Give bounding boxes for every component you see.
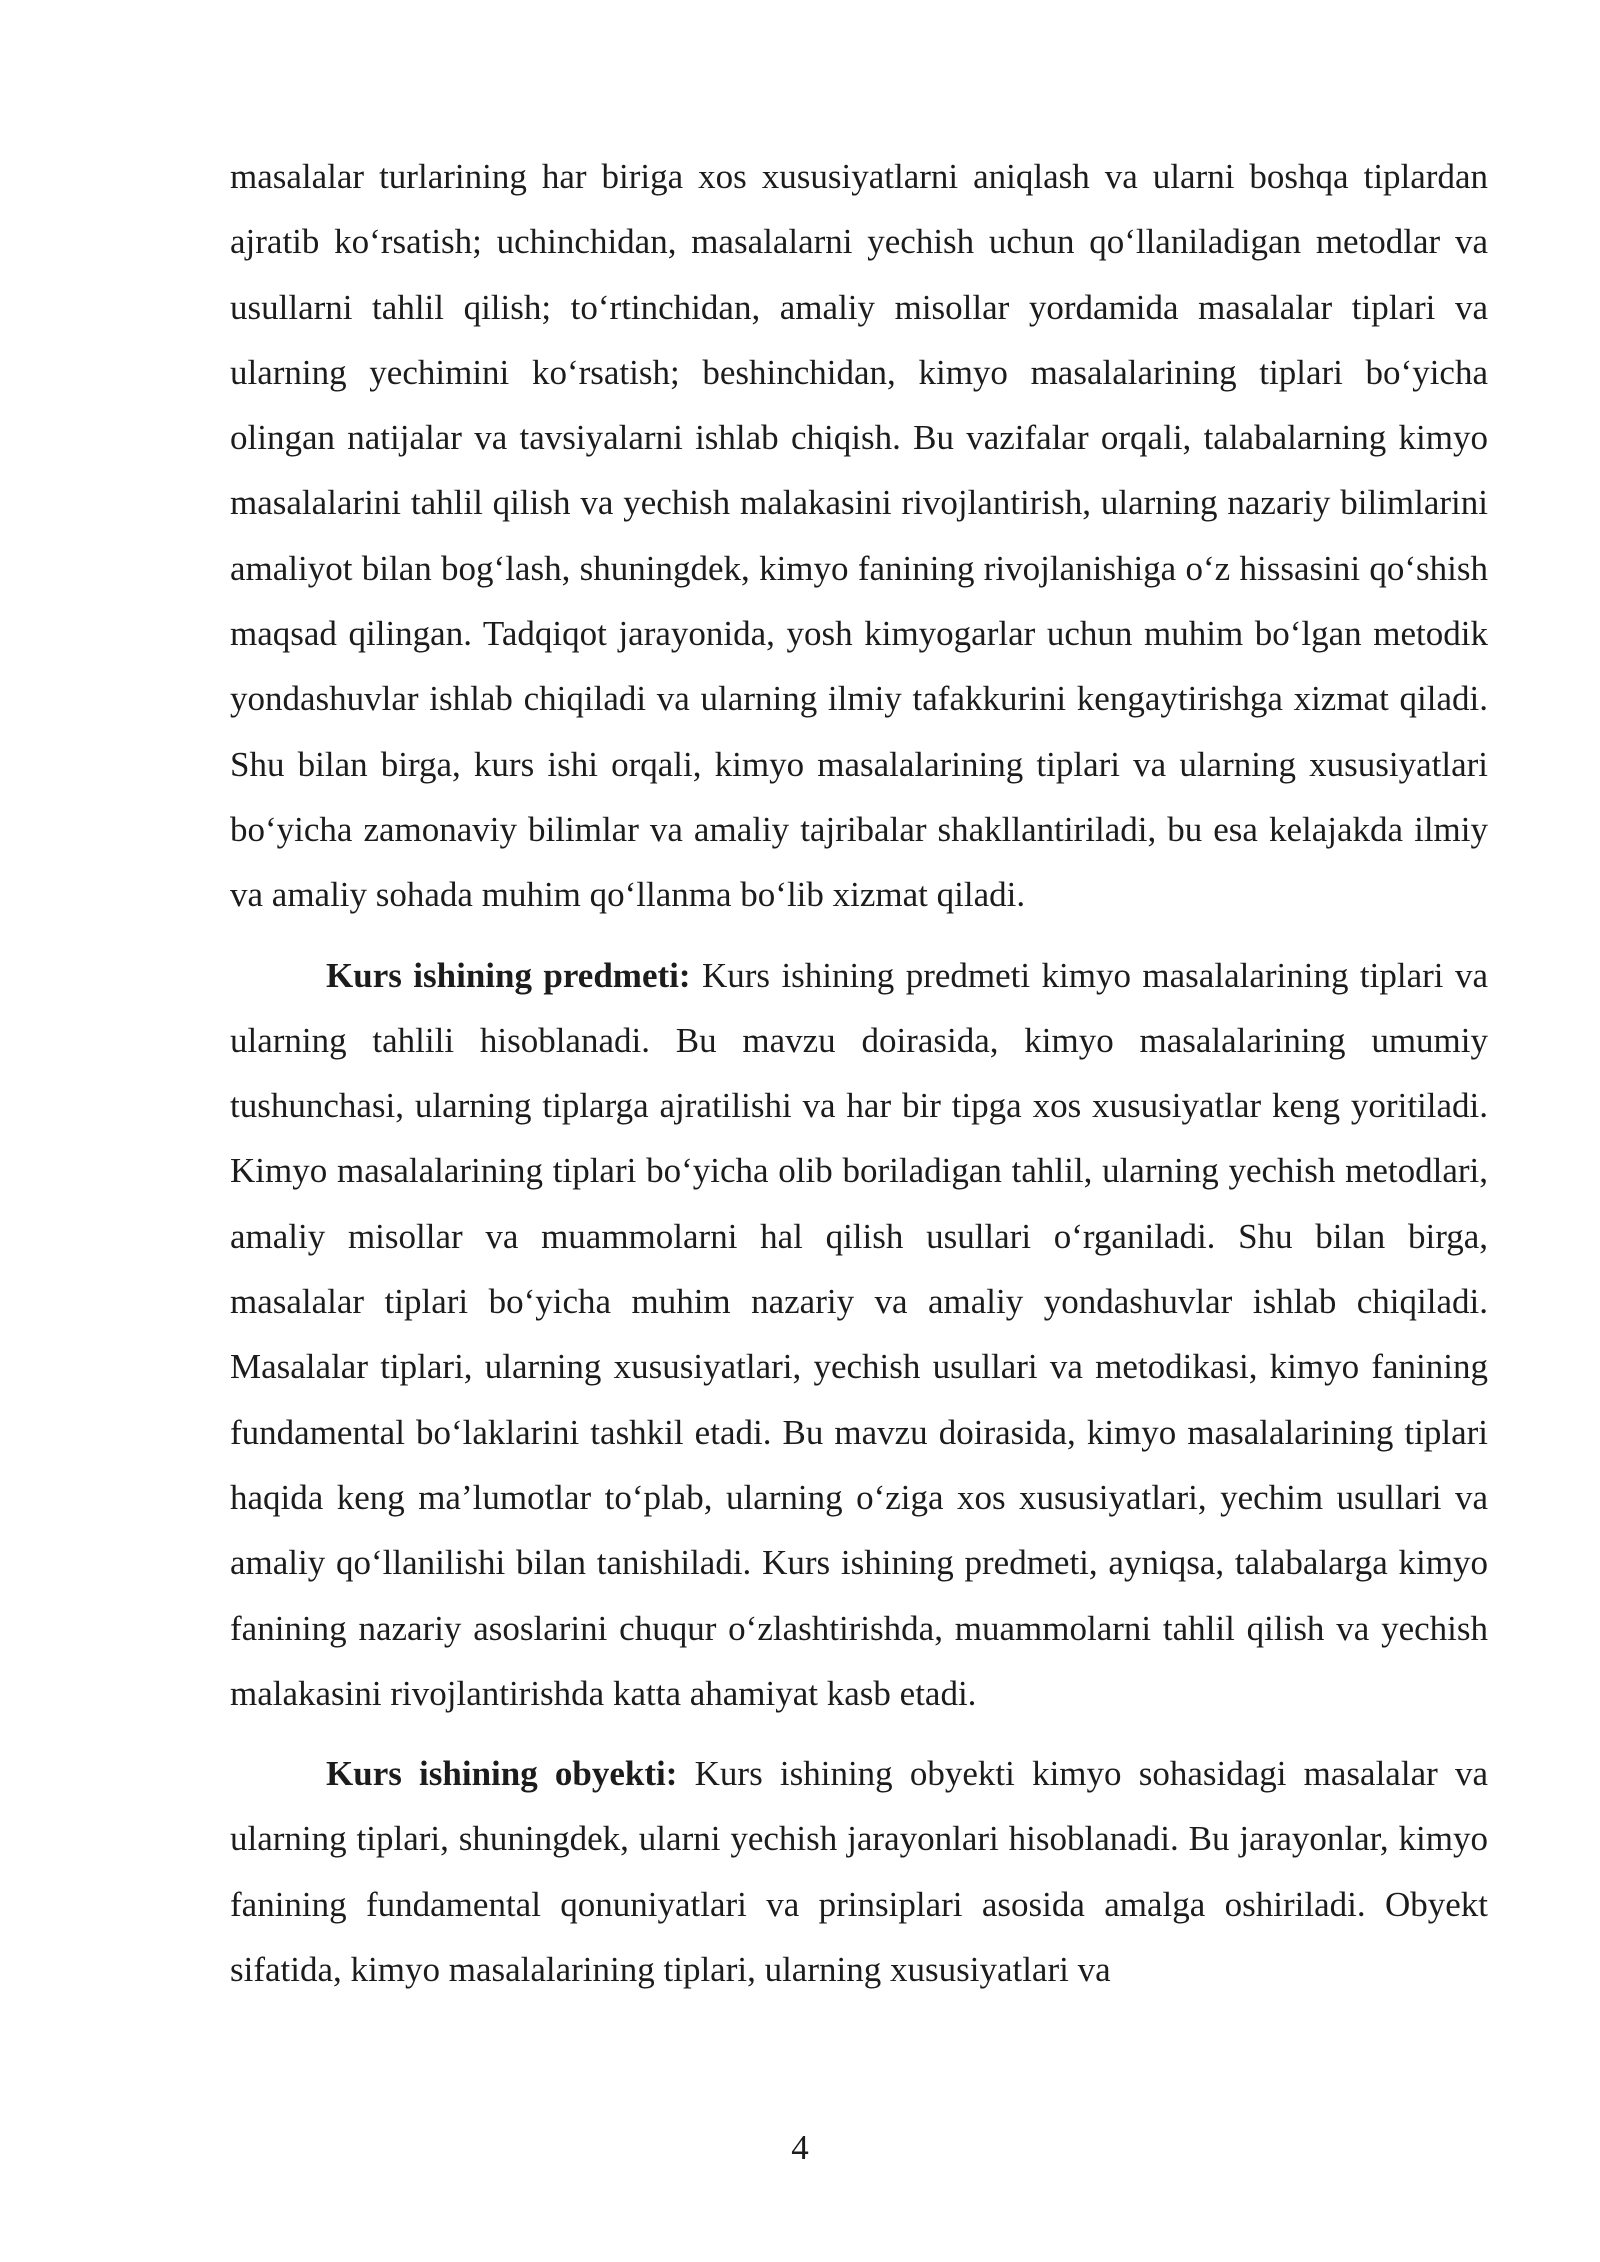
paragraph-continuation bbox=[230, 144, 1488, 928]
paragraph-text: Kurs ishining predmeti kimyo masalalarining tiplari va ularning tahlili hisoblanadi. Bu mavzu doirasida, kimyo masalalarining umumiy tushunchasi, ularning tiplarga ajratilishi va har bir tipga xos xususiyatlar keng yoritiladi. Kimyo masalalarining tiplari bo‘yicha olib boriladigan tahlil, ularning yechish metodlari, amaliy misollar va muammolarni hal qilish usullari o‘rganiladi. Shu bilan birga, masalalar tiplari bo‘yicha muhim nazariy va amaliy yondashuvlar ishlab chiqiladi. Masalalar tiplari, ularning xususiyatlari, yechish usullari va metodikasi, kimyo fanining fundamental bo‘laklarini tashkil etadi. Bu mavzu doirasida, kimyo masalalarining tiplari haqida keng ma’lumotlar to‘plab, ularning o‘ziga xos xususiyatlari, yechim usullari va amaliy qo‘llanilishi bilan tanishiladi. Kurs ishining predmeti, ayniqsa, talabalarga kimyo fanining nazariy asoslarini chuqur o‘zlashtirishda, muammolarni tahlil qilish va yechish malakasini rivojlantirishda katta ahamiyat kasb etadi. bbox=[230, 955, 1488, 1713]
page-number: 4 bbox=[791, 2128, 809, 2167]
paragraph-lead: Kurs ishining predmeti: bbox=[326, 955, 691, 995]
body-text bbox=[230, 144, 1488, 2002]
paragraph-object bbox=[230, 1741, 1488, 2002]
paragraph-lead: Kurs ishining obyekti: bbox=[326, 1754, 678, 1794]
paragraph-text: masalalar turlarining har biriga xos xususiyatlarni aniqlash va ularni boshqa tiplardan ajratib ko‘rsatish; uchinchidan, masalalarni yechish uchun qo‘llaniladigan metodlar va usullarni tahlil qilish; to‘rtinchidan, amaliy misollar yordamida masalalar tiplari va ularning yechimini ko‘rsatish; beshinchidan, kimyo masalalarining tiplari bo‘yicha olingan natijalar va tavsiyalarni ishlab chiqish. Bu vazifalar orqali, talabalarning kimyo masalalarini tahlil qilish va yechish malakasini rivojlantirish, ularning nazariy bilimlarini amaliyot bilan bog‘lash, shuningdek, kimyo fanining rivojlanishiga o‘z hissasini qo‘shish maqsad qilingan. Tadqiqot jarayonida, yosh kimyogarlar uchun muhim bo‘lgan metodik yondashuvlar ishlab chiqiladi va ularning ilmiy tafakkurini kengaytirishga xizmat qiladi. Shu bilan birga, kurs ishi orqali, kimyo masalalarining tiplari va ularning xususiyatlari bo‘yicha zamonaviy bilimlar va amaliy tajribalar shakllantiriladi, bu esa kelajakda ilmiy va amaliy sohada muhim qo‘llanma bo‘lib xizmat qiladi. bbox=[230, 157, 1488, 915]
paragraph-text: Kurs ishining obyekti kimyo sohasidagi masalalar va ularning tiplari, shuningdek, ularni yechish jarayonlari hisoblanadi. Bu jarayonlar, kimyo fanining fundamental qonuniyatlari va prinsiplari asosida amalga oshiriladi. Obyekt sifatida, kimyo masalalarining tiplari, ularning xususiyatlari va bbox=[230, 1754, 1488, 1990]
paragraph-subject bbox=[230, 943, 1488, 1727]
